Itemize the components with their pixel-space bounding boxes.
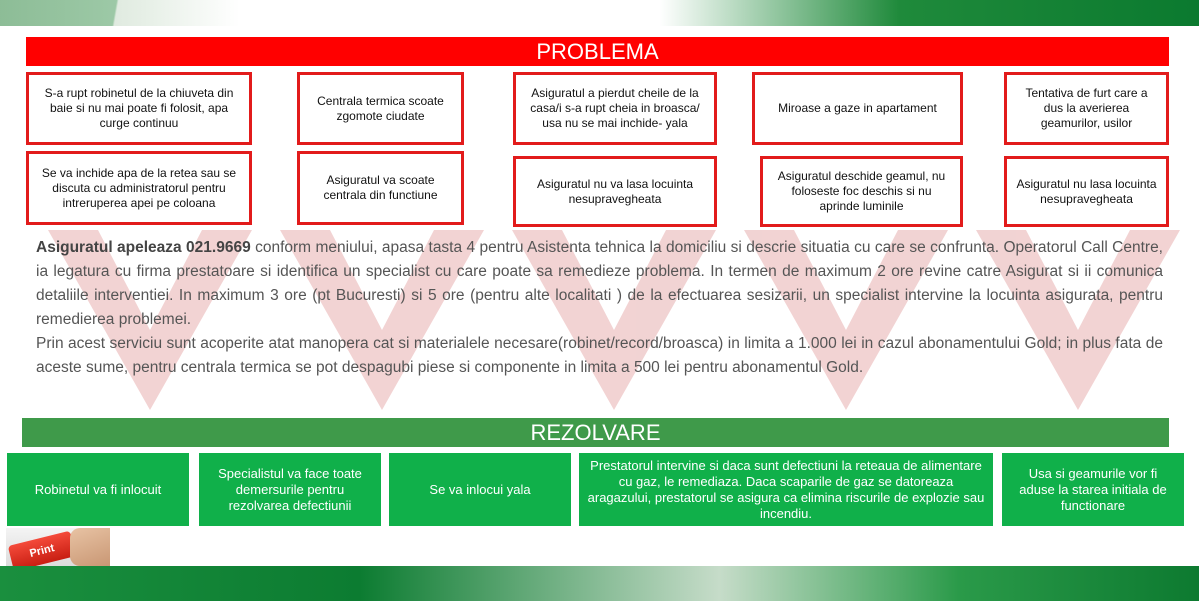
description-paragraph-2: Prin acest serviciu sunt acoperite atat manopera cat si materialele necesare(robinet/record/broasca) in limita a 1.000 lei in cazul abonamentului Gold; in plus fata de aceste sume, pentru centrala termica se pot despagubi piese si componente in limita a 500 lei pentru abonamentul Gold. bbox=[36, 335, 1163, 376]
bottom-decorative-band bbox=[0, 566, 1199, 601]
solution-box: Prestatorul intervine si daca sunt defectiuni la reteaua de alimentare cu gaz, le remediaza. Daca scaparile de gaz se datoreaza aragazului, prestatorul se asigura ca elimina riscurile de explozie sau incendiu. bbox=[579, 453, 993, 526]
problem-box: S-a rupt robinetul de la chiuveta din baie si nu mai poate fi folosit, apa curge continuu bbox=[26, 72, 252, 145]
print-key: Print bbox=[8, 531, 76, 566]
print-key-image bbox=[6, 528, 110, 566]
rezolvare-header: REZOLVARE bbox=[22, 418, 1169, 447]
problem-box: Tentativa de furt care a dus la averierea geamurilor, usilor bbox=[1004, 72, 1169, 145]
action-box: Asiguratul nu va lasa locuinta nesupravegheata bbox=[513, 156, 717, 227]
solution-box: Usa si geamurile vor fi aduse la starea initiala de functionare bbox=[1002, 453, 1184, 526]
action-box: Asiguratul nu lasa locuinta nesupravegheata bbox=[1004, 156, 1169, 227]
description-paragraph-1 bbox=[36, 236, 1163, 332]
problem-box: Miroase a gaze in apartament bbox=[752, 72, 963, 145]
hotline-lead: Asiguratul apeleaza 021.9669 bbox=[36, 239, 251, 256]
procedure-description bbox=[36, 236, 1163, 380]
solution-box: Specialistul va face toate demersurile pentru rezolvarea defectiunii bbox=[199, 453, 381, 526]
action-box: Asiguratul deschide geamul, nu foloseste foc deschis si nu aprinde luminile bbox=[760, 156, 963, 227]
solution-box: Se va inlocui yala bbox=[389, 453, 571, 526]
action-box: Asiguratul va scoate centrala din functiune bbox=[297, 151, 464, 225]
description-paragraph-1-text: conform meniului, apasa tasta 4 pentru Asistenta tehnica la domiciliu si descrie situatia cu care se confrunta. Operatorul Call Centre, ia legatura cu firma prestatoare si identifica un specialist cu care poate sa remedieze problema. In termen de maximum 2 ore revine catre Asigurat si ii comunica detaliile interventiei. In maximum 3 ore (pt Bucuresti) si 5 ore (pentru alte localitati ) de la efectuarea sesizarii, un specialist intervine la locuinta asigurata, pentru remedierea problemei. bbox=[36, 239, 1163, 328]
solution-box: Robinetul va fi inlocuit bbox=[7, 453, 189, 526]
finger-image bbox=[70, 528, 110, 566]
problem-box: Asiguratul a pierdut cheile de la casa/i s-a rupt cheia in broasca/ usa nu se mai inchide- yala bbox=[513, 72, 717, 145]
problem-box: Centrala termica scoate zgomote ciudate bbox=[297, 72, 464, 145]
action-box: Se va inchide apa de la retea sau se discuta cu administratorul pentru intreruperea apei pe coloana bbox=[26, 151, 252, 225]
problema-header: PROBLEMA bbox=[26, 37, 1169, 66]
